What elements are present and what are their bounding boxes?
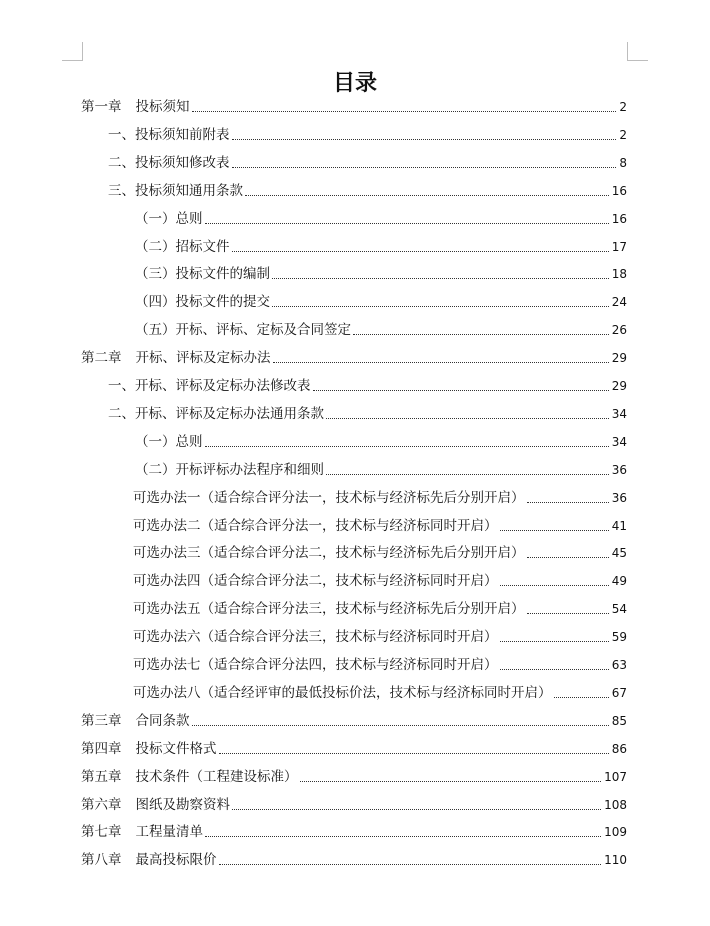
toc-entry-title: 可选办法五（适合综合评分法三，技术标与经济标先后分别开启）: [133, 601, 525, 618]
toc-entry[interactable]: [108, 152, 627, 172]
toc-dot-leader: [554, 697, 609, 698]
toc-entry[interactable]: [81, 821, 627, 841]
toc-entry[interactable]: [108, 403, 627, 423]
toc-chapter-label: 第二章: [81, 350, 122, 367]
toc-entry[interactable]: [135, 236, 627, 256]
toc-dot-leader: [326, 418, 609, 419]
toc-entry-title: （一）总则: [135, 433, 203, 450]
toc-entry-title: 可选办法七（适合综合评分法四，技术标与经济标同时开启）: [133, 657, 498, 673]
toc-chapter-text: 合同条款: [135, 712, 190, 729]
toc-dot-leader: [245, 195, 609, 196]
toc-page-number: 59: [611, 630, 627, 645]
toc-entry[interactable]: [133, 542, 627, 562]
toc-entry[interactable]: [81, 794, 627, 814]
toc-page-number: 24: [611, 295, 627, 310]
toc-entry-title: （四）投标文件的提交: [135, 294, 270, 311]
toc-entry[interactable]: [135, 431, 627, 451]
toc-entry-title: 可选办法二（适合综合评分法一，技术标与经济标同时开启）: [133, 517, 498, 534]
toc-entry[interactable]: [133, 487, 627, 507]
toc-dot-leader: [500, 585, 609, 586]
toc-dot-leader: [205, 836, 601, 837]
toc-entry[interactable]: [81, 347, 627, 367]
toc-entry-title: （一）总则: [135, 210, 203, 227]
toc-page-number: 16: [611, 211, 627, 226]
toc-chapter-label: 第五章: [81, 768, 122, 785]
toc-chapter-text: 最高投标限价: [135, 852, 217, 869]
toc-entry[interactable]: [81, 710, 627, 730]
toc-entry[interactable]: [133, 626, 627, 646]
toc-entry-title: 可选办法八（适合经评审的最低投标价法，技术标与经济标同时开启）: [133, 684, 552, 701]
toc-page-number: 18: [611, 267, 627, 282]
toc-entry-title: [81, 349, 271, 367]
toc-page-number: 29: [611, 351, 627, 366]
toc-page-number: 26: [611, 323, 627, 338]
toc-entry-title: （二）招标文件: [135, 238, 230, 255]
toc-page-number: 29: [611, 379, 627, 393]
toc-chapter-label: 第一章: [81, 99, 122, 115]
toc-entry-title: （五）开标、评标、定标及合同签定: [135, 322, 351, 339]
toc-dot-leader: [313, 390, 609, 391]
toc-page-number: 2: [619, 100, 627, 114]
toc-page-number: 108: [604, 797, 627, 812]
toc-page-number: 86: [611, 741, 627, 756]
toc-dot-leader: [192, 111, 617, 112]
toc-entry[interactable]: [108, 180, 627, 200]
toc-dot-leader: [527, 502, 609, 503]
toc-dot-leader: [232, 809, 601, 810]
toc-dot-leader: [326, 474, 609, 475]
toc-entry-title: [81, 740, 217, 758]
toc-page-number: 34: [611, 406, 627, 421]
toc-page-number: 49: [611, 574, 627, 589]
toc-dot-leader: [232, 167, 617, 168]
toc-entry-title: 可选办法三（适合综合评分法二，技术标与经济标先后分别开启）: [133, 545, 525, 562]
toc-chapter-text: 图纸及勘察资料: [135, 796, 230, 813]
toc-entry[interactable]: [81, 96, 627, 116]
toc-entry-title: 三、投标须知通用条款: [108, 182, 243, 199]
toc-entry-title: [81, 712, 190, 730]
toc-page-number: 8: [619, 155, 627, 170]
crop-mark-top-right-vertical: [627, 42, 628, 61]
toc-dot-leader: [205, 446, 609, 447]
toc-entry-title: 可选办法六（适合综合评分法三，技术标与经济标同时开启）: [133, 629, 498, 646]
toc-entry-title: 二、开标、评标及定标办法通用条款: [108, 405, 324, 422]
toc-page-number: 54: [611, 602, 627, 617]
toc-entry-title: 可选办法一（适合综合评分法一，技术标与经济标先后分别开启）: [133, 489, 525, 506]
crop-mark-top-right-horizontal: [627, 60, 648, 61]
toc-entry-title: [81, 851, 217, 869]
toc-page-number: 63: [611, 658, 627, 672]
toc-dot-leader: [272, 306, 609, 307]
toc-entry[interactable]: [135, 319, 627, 339]
toc-chapter-label: 第七章: [81, 824, 122, 841]
page-title: 目录: [332, 71, 377, 96]
toc-entry-title: [81, 796, 230, 814]
toc-chapter-label: 第四章: [81, 740, 122, 757]
toc-dot-leader: [273, 362, 609, 363]
toc-chapter-text: 技术条件（工程建设标准）: [135, 768, 298, 785]
toc-entry[interactable]: [135, 291, 627, 311]
toc-entry[interactable]: [108, 375, 627, 395]
toc-chapter-label: 第三章: [81, 712, 122, 729]
toc-page-number: 36: [611, 490, 627, 505]
toc-page-number: 16: [611, 183, 627, 198]
toc-dot-leader: [527, 557, 609, 558]
toc-entry-title: 一、开标、评标及定标办法修改表: [108, 378, 311, 394]
toc-page-number: 2: [619, 127, 627, 142]
toc-entry[interactable]: [135, 208, 627, 228]
toc-chapter-text: 开标、评标及定标办法: [135, 350, 271, 367]
toc-entry-title: 可选办法四（适合综合评分法二，技术标与经济标同时开启）: [133, 573, 498, 590]
toc-chapter-label: 第八章: [81, 852, 122, 869]
toc-dot-leader: [219, 864, 602, 865]
toc-page-number: 109: [604, 825, 627, 840]
toc-page-number: 45: [611, 546, 627, 561]
toc-dot-leader: [300, 781, 602, 782]
toc-dot-leader: [353, 334, 609, 335]
toc-entry[interactable]: [133, 570, 627, 590]
toc-entry[interactable]: [81, 849, 627, 869]
toc-page-number: 110: [604, 853, 627, 868]
toc-dot-leader: [272, 278, 609, 279]
toc-entry[interactable]: [108, 124, 627, 144]
toc-page-number: 107: [604, 769, 627, 784]
toc-entry[interactable]: [135, 459, 627, 479]
toc-dot-leader: [232, 251, 609, 252]
toc-page-number: 67: [611, 685, 627, 700]
toc-page-number: 17: [611, 239, 627, 254]
toc-entry[interactable]: [133, 515, 627, 535]
toc-chapter-text: 投标须知: [135, 99, 190, 115]
toc-dot-leader: [192, 725, 609, 726]
toc-entry[interactable]: [81, 738, 627, 758]
crop-mark-top-left-vertical: [82, 42, 83, 61]
toc-entry-title: 一、投标须知前附表: [108, 126, 230, 143]
toc-entry-title: 二、投标须知修改表: [108, 154, 230, 171]
toc-dot-leader: [232, 139, 617, 140]
toc-dot-leader: [500, 530, 609, 531]
toc-chapter-text: 投标文件格式: [135, 740, 217, 757]
toc-dot-leader: [527, 613, 609, 614]
toc-dot-leader: [205, 223, 609, 224]
toc-page-number: 36: [611, 462, 627, 477]
toc-chapter-label: 第六章: [81, 796, 122, 813]
toc-page-number: 34: [611, 434, 627, 449]
toc-dot-leader: [500, 669, 609, 670]
toc-entry-title: [81, 823, 203, 841]
toc-entry[interactable]: [135, 263, 627, 283]
toc-chapter-text: 工程量清单: [135, 824, 203, 841]
toc-entry[interactable]: [133, 598, 627, 618]
toc-entry-title: （三）投标文件的编制: [135, 266, 270, 283]
toc-page-number: 85: [611, 713, 627, 728]
toc-entry-title: [81, 768, 298, 786]
toc-page-number: 41: [611, 518, 627, 533]
toc-entry[interactable]: [133, 654, 627, 674]
toc-dot-leader: [500, 641, 609, 642]
toc-entry-title: [81, 98, 190, 116]
toc-dot-leader: [219, 753, 609, 754]
toc-entry[interactable]: [133, 682, 627, 702]
toc-entry[interactable]: [81, 766, 627, 786]
crop-mark-top-left-horizontal: [62, 60, 83, 61]
toc-entry-title: （二）开标评标办法程序和细则: [135, 461, 324, 478]
